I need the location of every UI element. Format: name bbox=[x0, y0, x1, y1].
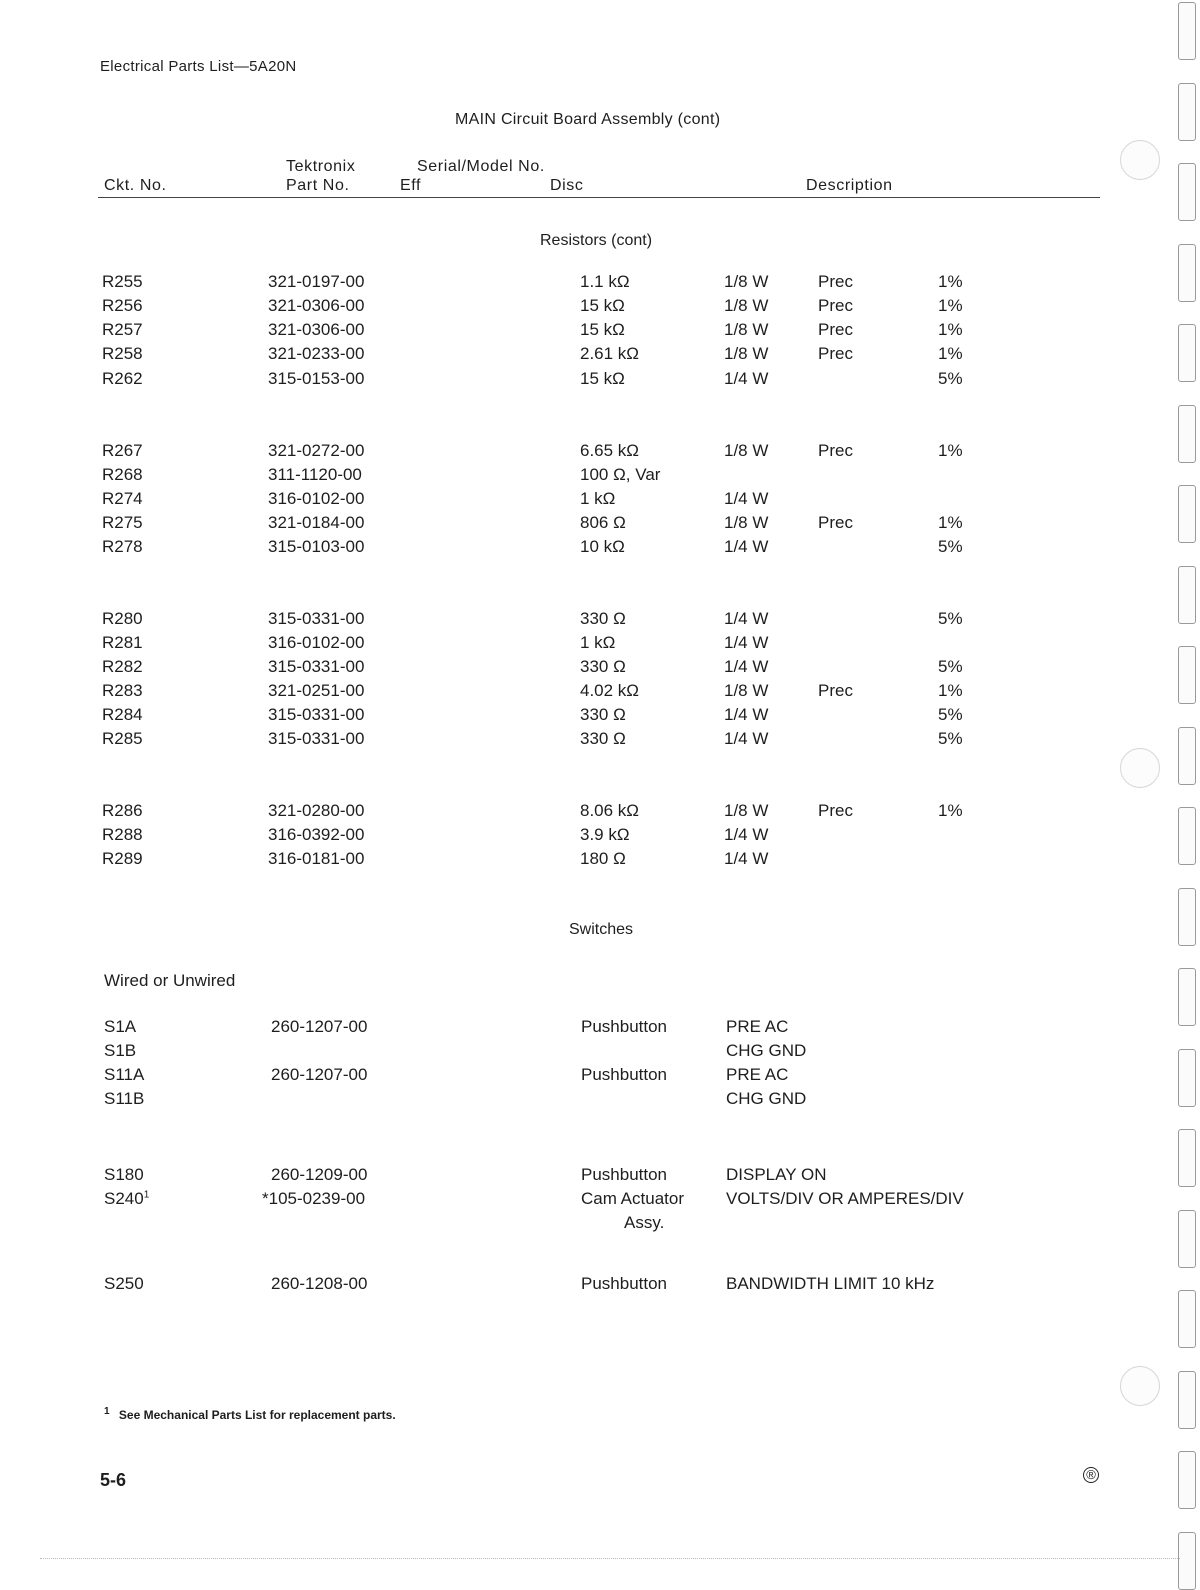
col-ckt-no: Ckt. No. bbox=[104, 177, 167, 194]
footnote-ref: 1 bbox=[143, 1189, 150, 1201]
wattage: 1/4 W bbox=[724, 729, 769, 748]
wattage: 1/8 W bbox=[724, 681, 769, 700]
part-no: 321-0306-00 bbox=[268, 296, 365, 315]
binder-ring bbox=[1178, 83, 1196, 141]
ckt-no: R262 bbox=[102, 369, 143, 388]
switch-type: Pushbutton bbox=[581, 1165, 668, 1184]
tolerance: 5% bbox=[938, 729, 963, 748]
switch-row bbox=[0, 1089, 1200, 1113]
col-part-no: Part No. bbox=[286, 177, 350, 194]
part-no: 315-0331-00 bbox=[268, 729, 365, 748]
wattage: 1/4 W bbox=[724, 657, 769, 676]
precision: Prec bbox=[818, 296, 853, 315]
wattage: 1/4 W bbox=[724, 825, 769, 844]
part-no: 321-0306-00 bbox=[268, 320, 365, 339]
part-no: 316-0102-00 bbox=[268, 489, 365, 508]
ckt-no: S250 bbox=[104, 1274, 144, 1293]
col-disc: Disc bbox=[550, 177, 584, 194]
ckt-no: R285 bbox=[102, 729, 143, 748]
resistor-row bbox=[0, 609, 1200, 633]
binder-ring bbox=[1178, 244, 1196, 302]
tolerance: 5% bbox=[938, 369, 963, 388]
part-no: 311-1120-00 bbox=[268, 465, 362, 484]
tolerance: 1% bbox=[938, 344, 963, 363]
ckt-no: $S240^1$ bbox=[104, 1189, 150, 1208]
bottom-edge bbox=[40, 1558, 1180, 1559]
precision: Prec bbox=[818, 441, 853, 460]
punch-hole-bottom bbox=[1120, 1366, 1160, 1406]
resistor-value: 1 kΩ bbox=[580, 489, 616, 508]
resistor-row bbox=[0, 705, 1200, 729]
switch-row bbox=[0, 1213, 1200, 1237]
part-no: 315-0331-00 bbox=[268, 609, 365, 628]
ckt-no: S11A bbox=[104, 1065, 145, 1084]
resistor-row bbox=[0, 489, 1200, 513]
ckt-no: R288 bbox=[102, 825, 143, 844]
switch-row bbox=[0, 1017, 1200, 1041]
resistor-value: 330 Ω bbox=[580, 705, 626, 724]
resistor-value: 15 kΩ bbox=[580, 369, 625, 388]
resistor-value: 8.06 kΩ bbox=[580, 801, 640, 820]
resistor-value: 15 kΩ bbox=[580, 296, 625, 315]
resistor-row bbox=[0, 825, 1200, 849]
tolerance: 1% bbox=[938, 272, 963, 291]
binder-ring bbox=[1178, 1129, 1196, 1187]
switch-row bbox=[0, 1065, 1200, 1089]
part-no: 316-0392-00 bbox=[268, 825, 365, 844]
binder-ring bbox=[1178, 1532, 1196, 1590]
binder-ring bbox=[1178, 727, 1196, 785]
tolerance: 5% bbox=[938, 705, 963, 724]
part-no: 321-0184-00 bbox=[268, 513, 365, 532]
tolerance: 1% bbox=[938, 681, 963, 700]
page-number: 5-6 bbox=[100, 1470, 127, 1490]
col-eff: Eff bbox=[400, 177, 422, 194]
ckt-no: R278 bbox=[102, 537, 143, 556]
resistor-value: 330 Ω bbox=[580, 657, 626, 676]
resistor-row bbox=[0, 801, 1200, 825]
switch-description: BANDWIDTH LIMIT 10 kHz bbox=[726, 1274, 935, 1293]
switch-description: PRE AC bbox=[726, 1065, 789, 1084]
ckt-no: S11B bbox=[104, 1089, 145, 1108]
switch-type: Assy. bbox=[624, 1213, 665, 1232]
resistor-value: 330 Ω bbox=[580, 729, 626, 748]
wattage: 1/4 W bbox=[724, 489, 769, 508]
wattage: 1/4 W bbox=[724, 705, 769, 724]
switch-row bbox=[0, 1165, 1200, 1189]
resistor-row bbox=[0, 344, 1200, 368]
ckt-no: R281 bbox=[102, 633, 143, 652]
resistor-value: 1.1 kΩ bbox=[580, 272, 630, 291]
binder-ring bbox=[1178, 1049, 1196, 1107]
switch-row bbox=[0, 1041, 1200, 1065]
wattage: 1/4 W bbox=[724, 369, 769, 388]
part-no: 321-0233-00 bbox=[268, 344, 365, 363]
part-no: 316-0181-00 bbox=[268, 849, 365, 868]
resistor-value: 180 Ω bbox=[580, 849, 626, 868]
switch-description: VOLTS/DIV OR AMPERES/DIV bbox=[726, 1189, 964, 1208]
switch-type: Cam Actuator bbox=[581, 1189, 684, 1208]
part-no: 260-1207-00 bbox=[271, 1017, 368, 1036]
part-no: 321-0280-00 bbox=[268, 801, 365, 820]
switch-type: Pushbutton bbox=[581, 1274, 668, 1293]
binder-ring bbox=[1178, 646, 1196, 704]
resistor-row bbox=[0, 729, 1200, 753]
col-description: Description bbox=[806, 177, 893, 194]
resistor-row bbox=[0, 633, 1200, 657]
switch-type: Pushbutton bbox=[581, 1065, 668, 1084]
ckt-no: R258 bbox=[102, 344, 143, 363]
ckt-no: R256 bbox=[102, 296, 143, 315]
resistor-value: 330 Ω bbox=[580, 609, 626, 628]
part-no: 315-0103-00 bbox=[268, 537, 365, 556]
part-no: 321-0197-00 bbox=[268, 272, 365, 291]
part-no: 315-0331-00 bbox=[268, 705, 365, 724]
binder-ring bbox=[1178, 2, 1196, 60]
switch-row bbox=[0, 1189, 1200, 1213]
resistor-row bbox=[0, 296, 1200, 320]
part-no: 315-0331-00 bbox=[268, 657, 365, 676]
ckt-no: R282 bbox=[102, 657, 143, 676]
wattage: 1/8 W bbox=[724, 441, 769, 460]
wattage: 1/8 W bbox=[724, 272, 769, 291]
tolerance: 5% bbox=[938, 537, 963, 556]
wattage: 1/4 W bbox=[724, 633, 769, 652]
precision: Prec bbox=[818, 681, 853, 700]
ckt-no: R267 bbox=[102, 441, 143, 460]
resistor-row bbox=[0, 657, 1200, 681]
resistor-row bbox=[0, 320, 1200, 344]
precision: Prec bbox=[818, 272, 853, 291]
part-no: 260-1208-00 bbox=[271, 1274, 368, 1293]
punch-hole-top bbox=[1120, 140, 1160, 180]
tolerance: 1% bbox=[938, 296, 963, 315]
ckt-no: R283 bbox=[102, 681, 143, 700]
tolerance: 5% bbox=[938, 609, 963, 628]
wattage: 1/4 W bbox=[724, 609, 769, 628]
resistor-row bbox=[0, 849, 1200, 873]
resistor-value: 10 kΩ bbox=[580, 537, 625, 556]
part-no: 321-0272-00 bbox=[268, 441, 365, 460]
resistor-value: 806 Ω bbox=[580, 513, 626, 532]
resistor-value: 6.65 kΩ bbox=[580, 441, 640, 460]
footnote-mark: 1 bbox=[104, 1406, 110, 1417]
col-tektronix: Tektronix bbox=[286, 158, 356, 175]
tolerance: 1% bbox=[938, 441, 963, 460]
resistor-value: 1 kΩ bbox=[580, 633, 616, 652]
resistor-value: 3.9 kΩ bbox=[580, 825, 630, 844]
ckt-no: R284 bbox=[102, 705, 143, 724]
precision: Prec bbox=[818, 513, 853, 532]
switch-type: Pushbutton bbox=[581, 1017, 668, 1036]
resistor-value: 100 Ω, Var bbox=[580, 465, 661, 484]
assembly-title: MAIN Circuit Board Assembly (cont) bbox=[455, 111, 721, 128]
wattage: 1/8 W bbox=[724, 801, 769, 820]
switch-description: PRE AC bbox=[726, 1017, 789, 1036]
ckt-no: S1B bbox=[104, 1041, 137, 1060]
precision: Prec bbox=[818, 320, 853, 339]
part-no: 260-1207-00 bbox=[271, 1065, 368, 1084]
col-serial-model: Serial/Model No. bbox=[417, 158, 545, 175]
resistor-value: 15 kΩ bbox=[580, 320, 625, 339]
wattage: 1/8 W bbox=[724, 513, 769, 532]
punch-hole-middle bbox=[1120, 748, 1160, 788]
resistor-row bbox=[0, 681, 1200, 705]
part-no: *105-0239-00 bbox=[262, 1189, 366, 1208]
ckt-no: R268 bbox=[102, 465, 143, 484]
binder-ring bbox=[1178, 968, 1196, 1026]
resistor-value: 2.61 kΩ bbox=[580, 344, 640, 363]
resistor-row bbox=[0, 272, 1200, 296]
ckt-no: R286 bbox=[102, 801, 143, 820]
ckt-no: S1A bbox=[104, 1017, 137, 1036]
part-no: 260-1209-00 bbox=[271, 1165, 368, 1184]
tolerance: 1% bbox=[938, 320, 963, 339]
resistor-value: 4.02 kΩ bbox=[580, 681, 640, 700]
binder-ring bbox=[1178, 888, 1196, 946]
ckt-no: R257 bbox=[102, 320, 143, 339]
precision: Prec bbox=[818, 344, 853, 363]
header-rule bbox=[98, 197, 1100, 198]
resistor-row bbox=[0, 537, 1200, 561]
wattage: 1/4 W bbox=[724, 849, 769, 868]
ckt-no: R289 bbox=[102, 849, 143, 868]
switches-heading: Switches bbox=[569, 921, 634, 938]
ckt-no: R275 bbox=[102, 513, 143, 532]
binder-ring bbox=[1178, 1451, 1196, 1509]
resistor-row bbox=[0, 369, 1200, 393]
resistors-heading: Resistors (cont) bbox=[540, 232, 653, 249]
part-no: 315-0153-00 bbox=[268, 369, 365, 388]
resistor-row bbox=[0, 465, 1200, 489]
ckt-no: R255 bbox=[102, 272, 143, 291]
part-no: 321-0251-00 bbox=[268, 681, 365, 700]
switches-subheading: Wired or Unwired bbox=[104, 971, 236, 990]
binder-ring bbox=[1178, 324, 1196, 382]
tolerance: 1% bbox=[938, 513, 963, 532]
binder-ring bbox=[1178, 405, 1196, 463]
ckt-no: S180 bbox=[104, 1165, 144, 1184]
binder-ring bbox=[1178, 1371, 1196, 1429]
binder-ring bbox=[1178, 1210, 1196, 1268]
binder-ring bbox=[1178, 163, 1196, 221]
binder-ring bbox=[1178, 1290, 1196, 1348]
footnote-text: See Mechanical Parts List for replacement parts. bbox=[118, 1408, 396, 1422]
binder-ring bbox=[1178, 566, 1196, 624]
wattage: 1/8 W bbox=[724, 320, 769, 339]
binder-ring bbox=[1178, 485, 1196, 543]
wattage: 1/8 W bbox=[724, 344, 769, 363]
binder-ring bbox=[1178, 807, 1196, 865]
ckt-no: R280 bbox=[102, 609, 143, 628]
switch-description: CHG GND bbox=[726, 1089, 807, 1108]
running-title: Electrical Parts List—5A20N bbox=[100, 58, 297, 75]
registered-mark: ® bbox=[1083, 1467, 1099, 1483]
part-no: 316-0102-00 bbox=[268, 633, 365, 652]
tolerance: 5% bbox=[938, 657, 963, 676]
resistor-row bbox=[0, 513, 1200, 537]
switch-description: DISPLAY ON bbox=[726, 1165, 827, 1184]
precision: Prec bbox=[818, 801, 853, 820]
resistor-row bbox=[0, 441, 1200, 465]
switch-row bbox=[0, 1274, 1200, 1298]
wattage: 1/8 W bbox=[724, 296, 769, 315]
footnote bbox=[104, 1406, 396, 1422]
ckt-no: R274 bbox=[102, 489, 143, 508]
tolerance: 1% bbox=[938, 801, 963, 820]
switch-description: CHG GND bbox=[726, 1041, 807, 1060]
wattage: 1/4 W bbox=[724, 537, 769, 556]
